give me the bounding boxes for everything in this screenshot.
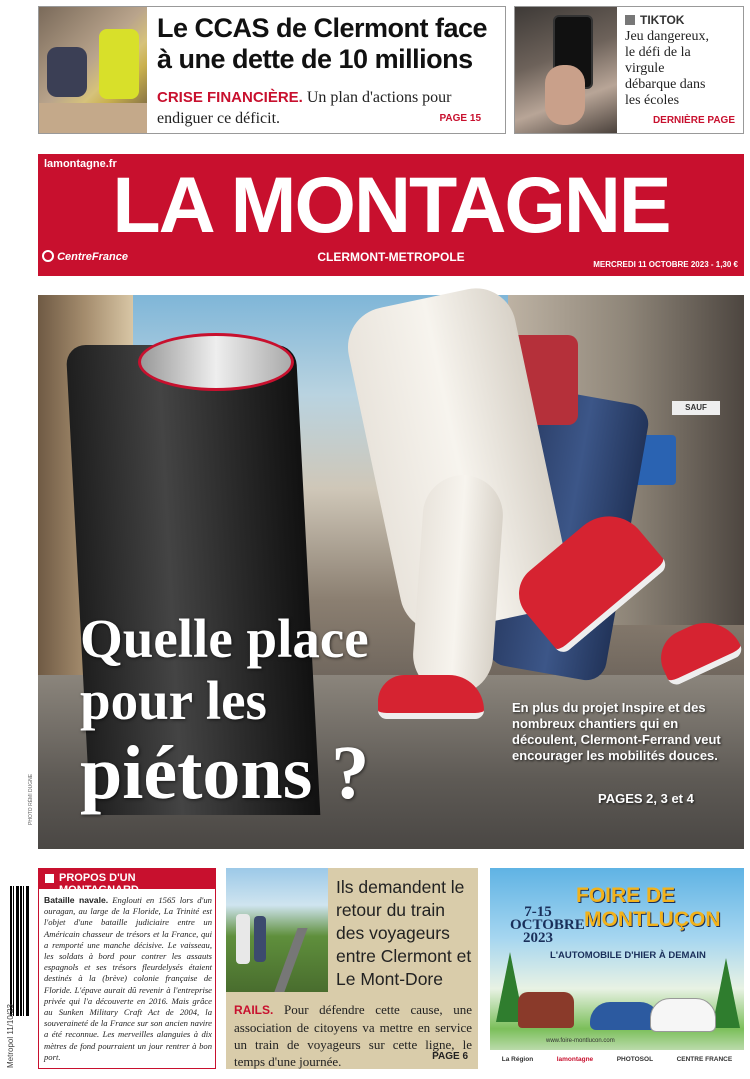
foire-title-1: FOIRE DE — [576, 884, 676, 907]
date-price: MERCREDI 11 OCTOBRE 2023 - 1,30 € — [593, 260, 738, 269]
foire-url[interactable]: www.foire-montlucon.com — [546, 1038, 615, 1044]
foire-dates — [510, 904, 585, 946]
ccas-photo — [39, 7, 147, 133]
ccas-page[interactable]: PAGE 15 — [439, 113, 481, 124]
edition-name: CLERMONT-METROPOLE — [317, 250, 465, 264]
newspaper-title: LA MONTAGNE — [112, 160, 670, 249]
street-sign — [672, 401, 720, 415]
ccas-kicker: CRISE FINANCIÈRE. — [157, 89, 303, 106]
red-sneaker-back — [378, 675, 484, 719]
partner-centrefrance: CENTRE FRANCE — [676, 1056, 733, 1063]
bollard-top — [138, 333, 294, 391]
main-lead: En plus du projet Inspire et des nombreux chantiers qui en découlent, Clermont-Ferrand veut encourager les mobilités douces. — [512, 700, 721, 763]
rails-text: Pour défendre cette cause, une association de citoyens va mettre en service un train de voyageurs sur cette ligne, le temps d'une journée. — [234, 1002, 472, 1069]
main-pages[interactable]: PAGES 2, 3 et 4 — [598, 791, 694, 806]
partner-photosol: PHOTOSOL — [616, 1056, 654, 1063]
foire-partners — [490, 1050, 744, 1069]
tiktok-square-icon — [625, 15, 635, 25]
foire-title-2: MONTLUÇON — [584, 908, 721, 931]
foire-dates-text: 7-15 OCTOBRE 2023 — [510, 904, 585, 946]
main-photo — [28, 295, 744, 849]
rails-box[interactable] — [226, 868, 478, 1069]
walker-pants-back — [410, 472, 505, 697]
teaser-tiktok[interactable] — [514, 6, 744, 134]
street-sign-text: SAUF — [685, 403, 707, 412]
propos-text: Englouti en 1565 lors d'un ouragan, au large de la Floride, La Trinité est l'objet d'une bataille judiciaire entre un Américain chasseur de trésors et la France, qui a remporté une manche décisive. Le vaisseau, les soldats à bord pour contrer les assauts espagnols et ses trésors fleurdelysés étaient destinés à la (brève) colonie française de Floride. L'épave aurait dû revenir à l'entreprise privée qui l'a découverte en 2016. Mais grâce au Sunken Military Craft Act de 2004, la souveraineté de la France sur son ancien navire a été reconnue. Les merveilles alanguies à dix mètres de fond pourraient un jour rentrer à bon port. — [44, 895, 212, 1062]
rails-kicker: RAILS. — [234, 1003, 274, 1017]
barcode-area — [6, 886, 32, 1074]
tiktok-page[interactable]: DERNIÈRE PAGE — [652, 115, 735, 126]
tiktok-photo — [515, 7, 617, 133]
rails-photo — [226, 868, 328, 992]
main-headline-3[interactable]: piétons ? — [80, 731, 370, 815]
foire-subtitle: L'AUTOMOBILE D'HIER À DEMAIN — [550, 950, 706, 961]
photo-credit: PHOTO RÉMI DUGNE — [28, 773, 34, 825]
ccas-text: Un plan d'actions pour endiguer ce déficit. — [157, 89, 452, 127]
rails-headline[interactable]: Ils demandent le retour du train des voyageurs entre Clermont et Le Mont-Dore — [336, 877, 472, 989]
partner-region: La Région — [501, 1056, 534, 1063]
tiktok-kicker: TIKTOK — [640, 13, 685, 27]
main-headline-2[interactable]: pour les — [80, 670, 267, 731]
tree-right — [712, 958, 740, 1028]
propos-square-icon — [45, 874, 54, 883]
propos-lead: Bataille navale. — [44, 895, 109, 905]
barcode — [10, 886, 30, 1016]
ccas-headline[interactable]: Le CCAS de Clermont face à une dette de 10 millions — [157, 13, 488, 74]
masthead — [38, 154, 744, 276]
propos-box[interactable] — [38, 868, 216, 1069]
tiktok-text[interactable]: Jeu dangereux, le défi de la virgule débarque dans les écoles — [625, 29, 709, 108]
modern-car-white — [650, 998, 716, 1032]
rails-page[interactable]: PAGE 6 — [432, 1051, 468, 1062]
barcode-text: Metropol 11/10/23 — [6, 1004, 15, 1068]
foire-ad[interactable] — [490, 868, 744, 1069]
centrefrance-label: CentreFrance — [57, 251, 128, 263]
teaser-ccas[interactable] — [38, 6, 506, 134]
partner-lamontagne: lamontagne — [556, 1056, 594, 1063]
site-url[interactable]: lamontagne.fr — [44, 158, 117, 170]
propos-header: PROPOS D'UN MONTAGNARD — [59, 872, 139, 896]
vintage-car — [518, 992, 574, 1028]
main-headline-1[interactable]: Quelle place — [80, 608, 369, 669]
